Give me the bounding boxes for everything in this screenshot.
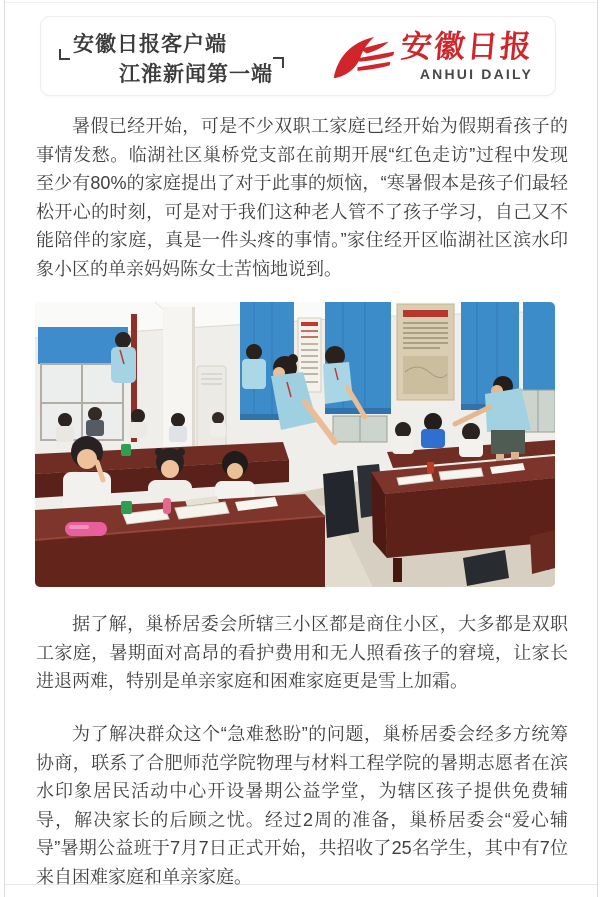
masthead (40, 16, 556, 96)
page-frame-right (597, 0, 598, 897)
article-paragraph-2: 据了解，巢桥居委会所辖三小区都是商住小区，大多都是双职工家庭，暑期面对高昂的看护费用和无人照看孩子的窘境，让家长进退两难，特别是单亲家庭和困难家庭更是雪上加霜。 (36, 614, 568, 691)
article-photo[interactable] (35, 302, 555, 587)
tagline-line2: 江淮新闻第一端 (119, 62, 273, 86)
logo-text (401, 29, 533, 82)
anhui-daily-logo[interactable] (330, 29, 533, 85)
article-paragraph-1: 暑假已经开始，可是不少双职工家庭已经开始为假期看孩子的事情发愁。临湖社区巢桥党支部在前期开展“红色走访”过程中发现至少有80%的家庭提出了对于此事的烦恼，“寒暑假本是孩子们最轻松开心的时刻，可是对于我们这种老人管不了孩子学习，自己又不能陪伴的家庭，真是一件头疼的事情。”家住经开区临湖社区滨水印象小区的单亲妈妈陈女士苦恼地说到。 (36, 116, 568, 279)
masthead-tagline (59, 29, 329, 87)
tagline-line1: 安徽日报客户端 (73, 32, 227, 56)
page-frame-left (4, 0, 5, 897)
top-hairline (5, 2, 597, 3)
classroom-scene (35, 302, 555, 587)
brand-name-chinese: 安徽日报 (399, 29, 535, 64)
article-paragraph-3: 为了解决群众这个“急难愁盼”的问题，巢桥居委会经多方统筹协商，联系了合肥师范学院物理与材料工程学院的暑期志愿者在滨水印象居民活动中心开设暑期公益学堂，为辖区孩子提供免费辅导，解决家长的后顾之忧。经过2周的准备，巢桥居委会“爱心辅导”暑期公益班于7月7日正式开始，共招收了25名学生，其中有7位来自困难家庭和单亲家庭。 (36, 724, 568, 887)
corner-bracket-right-icon (273, 57, 284, 68)
red-flag-swoosh-icon (330, 33, 396, 85)
corner-bracket-left-icon (59, 49, 70, 60)
brand-name-english: ANHUI DAILY (419, 66, 533, 82)
